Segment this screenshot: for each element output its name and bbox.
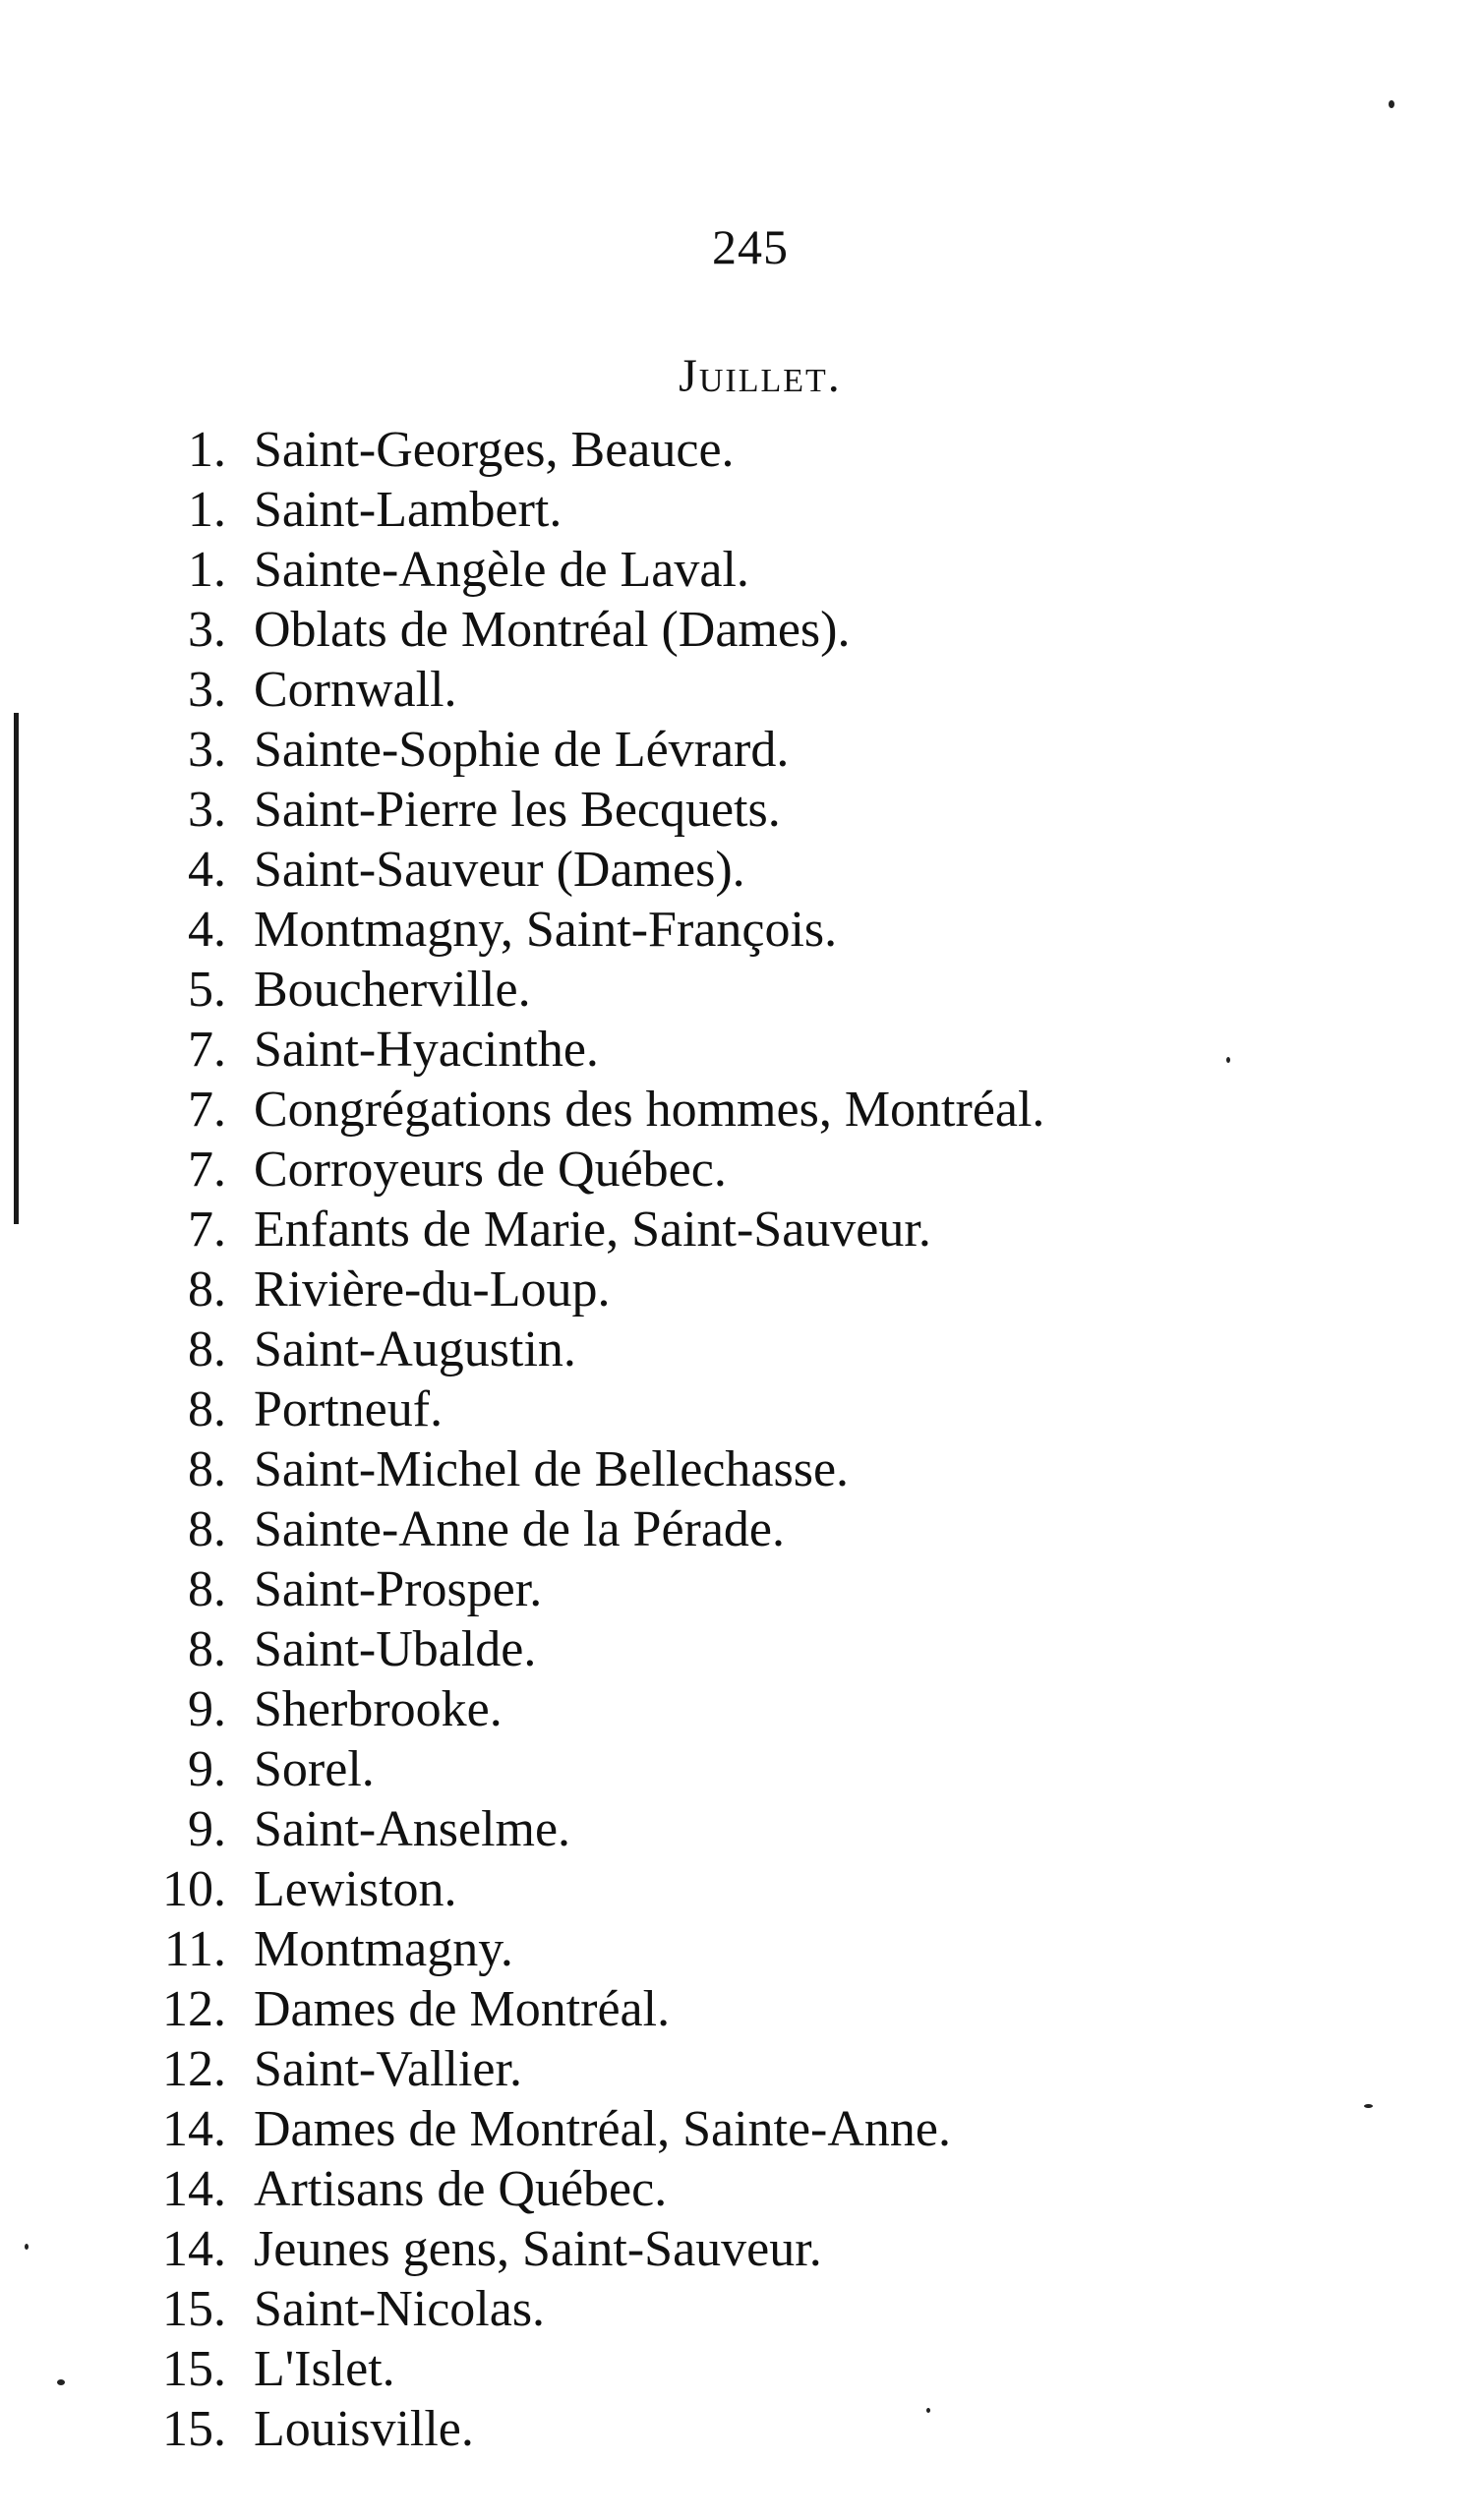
list-item bbox=[118, 780, 1298, 840]
entry-text: Sherbrooke. bbox=[254, 1681, 503, 1737]
entry-text: Montmagny. bbox=[254, 1921, 513, 1977]
entry-day: 14. bbox=[162, 2161, 226, 2217]
entry-text: Sainte-Angèle de Laval. bbox=[254, 542, 749, 598]
list-item bbox=[118, 1260, 1298, 1319]
list-item bbox=[118, 2399, 1298, 2459]
entry-text: Dames de Montréal. bbox=[254, 1981, 671, 2037]
list-item bbox=[118, 1020, 1298, 1080]
entry-text: Louisville. bbox=[254, 2401, 474, 2457]
entry-text: Saint-Michel de Bellechasse. bbox=[254, 1441, 850, 1497]
entry-text: Oblats de Montréal (Dames). bbox=[254, 602, 851, 658]
entry-text: Portneuf. bbox=[254, 1381, 444, 1437]
entry-text: Dames de Montréal, Sainte-Anne. bbox=[254, 2101, 952, 2157]
entry-day: 1. bbox=[188, 422, 226, 478]
entry-text: Sainte-Sophie de Lévrard. bbox=[254, 722, 790, 778]
entry-day: 10. bbox=[162, 1861, 226, 1917]
entry-day: 14. bbox=[162, 2101, 226, 2157]
entry-day: 8. bbox=[188, 1381, 226, 1437]
list-item bbox=[118, 1799, 1298, 1859]
speck bbox=[1389, 100, 1394, 108]
entry-day: 12. bbox=[162, 1981, 226, 2037]
entry-text: Enfants de Marie, Saint-Sauveur. bbox=[254, 1201, 931, 1258]
entry-day: 7. bbox=[188, 1142, 226, 1198]
list-item bbox=[118, 2099, 1298, 2159]
entry-day: 7. bbox=[188, 1082, 226, 1138]
entry-text: Montmagny, Saint-François. bbox=[254, 902, 838, 958]
entry-day: 3. bbox=[188, 662, 226, 718]
entry-text: Saint-Prosper. bbox=[254, 1561, 543, 1617]
speck bbox=[25, 2244, 29, 2250]
list-item bbox=[118, 2039, 1298, 2099]
list-item bbox=[118, 1559, 1298, 1619]
list-item bbox=[118, 1619, 1298, 1679]
entry-text: Cornwall. bbox=[254, 662, 457, 718]
entry-text: Sorel. bbox=[254, 1741, 375, 1797]
list-item bbox=[118, 1679, 1298, 1739]
entry-day: 4. bbox=[188, 902, 226, 958]
speck bbox=[57, 2379, 65, 2385]
entry-day: 8. bbox=[188, 1501, 226, 1557]
entry-day: 15. bbox=[162, 2341, 226, 2397]
list-item bbox=[118, 2279, 1298, 2339]
entry-text: Rivière-du-Loup. bbox=[254, 1261, 611, 1318]
list-item bbox=[118, 1739, 1298, 1799]
entry-day: 8. bbox=[188, 1441, 226, 1497]
list-item bbox=[118, 1439, 1298, 1499]
margin-rule bbox=[14, 713, 19, 1224]
list-item bbox=[118, 600, 1298, 660]
entry-text: Sainte-Anne de la Pérade. bbox=[254, 1501, 786, 1557]
speck bbox=[1364, 2104, 1373, 2108]
entry-day: 5. bbox=[188, 962, 226, 1018]
entry-text: Jeunes gens, Saint-Sauveur. bbox=[254, 2221, 822, 2277]
entry-text: Congrégations des hommes, Montréal. bbox=[254, 1082, 1045, 1138]
entry-text: Saint-Anselme. bbox=[254, 1801, 571, 1857]
entry-day: 7. bbox=[188, 1022, 226, 1078]
entry-day: 15. bbox=[162, 2401, 226, 2457]
entry-day: 11. bbox=[163, 1921, 226, 1977]
entry-day: 12. bbox=[162, 2041, 226, 2097]
entry-text: Saint-Pierre les Becquets. bbox=[254, 782, 781, 838]
entry-list bbox=[118, 420, 1298, 2459]
entry-text: Saint-Augustin. bbox=[254, 1321, 576, 1377]
entry-text: Saint-Ubalde. bbox=[254, 1621, 537, 1677]
list-item bbox=[118, 1859, 1298, 1919]
entry-day: 1. bbox=[188, 542, 226, 598]
list-item bbox=[118, 840, 1298, 900]
entry-day: 8. bbox=[188, 1261, 226, 1318]
entry-day: 8. bbox=[188, 1561, 226, 1617]
entry-day: 9. bbox=[188, 1741, 226, 1797]
list-item bbox=[118, 2159, 1298, 2219]
entry-text: Saint-Nicolas. bbox=[254, 2281, 546, 2337]
entry-text: Saint-Lambert. bbox=[254, 482, 563, 538]
entry-day: 9. bbox=[188, 1681, 226, 1737]
list-item bbox=[118, 1499, 1298, 1559]
entry-day: 9. bbox=[188, 1801, 226, 1857]
entry-day: 3. bbox=[188, 782, 226, 838]
entry-day: 3. bbox=[188, 602, 226, 658]
list-item bbox=[118, 2219, 1298, 2279]
entry-text: Corroyeurs de Québec. bbox=[254, 1142, 727, 1198]
month-heading: Juillet. bbox=[679, 350, 842, 402]
entry-text: Saint-Hyacinthe. bbox=[254, 1022, 599, 1078]
list-item bbox=[118, 1979, 1298, 2039]
list-item bbox=[118, 1080, 1298, 1140]
list-item bbox=[118, 1919, 1298, 1979]
list-item bbox=[118, 960, 1298, 1020]
list-item bbox=[118, 420, 1298, 480]
entry-day: 8. bbox=[188, 1321, 226, 1377]
list-item bbox=[118, 660, 1298, 720]
entry-day: 15. bbox=[162, 2281, 226, 2337]
list-item bbox=[118, 1319, 1298, 1379]
entry-day: 14. bbox=[162, 2221, 226, 2277]
list-item bbox=[118, 480, 1298, 540]
list-item bbox=[118, 2339, 1298, 2399]
entry-text: Saint-Sauveur (Dames). bbox=[254, 842, 745, 898]
entry-text: Saint-Georges, Beauce. bbox=[254, 422, 735, 478]
entry-day: 8. bbox=[188, 1621, 226, 1677]
list-item bbox=[118, 1379, 1298, 1439]
entry-text: Artisans de Québec. bbox=[254, 2161, 668, 2217]
entry-text: L'Islet. bbox=[254, 2341, 395, 2397]
entry-text: Saint-Vallier. bbox=[254, 2041, 522, 2097]
entry-day: 3. bbox=[188, 722, 226, 778]
list-item bbox=[118, 720, 1298, 780]
list-item bbox=[118, 1200, 1298, 1260]
page-number: 245 bbox=[712, 219, 789, 274]
list-item bbox=[118, 540, 1298, 600]
list-item bbox=[118, 900, 1298, 960]
list-item bbox=[118, 1140, 1298, 1200]
entry-day: 1. bbox=[188, 482, 226, 538]
entry-text: Boucherville. bbox=[254, 962, 531, 1018]
entry-day: 4. bbox=[188, 842, 226, 898]
entry-text: Lewiston. bbox=[254, 1861, 457, 1917]
entry-day: 7. bbox=[188, 1201, 226, 1258]
